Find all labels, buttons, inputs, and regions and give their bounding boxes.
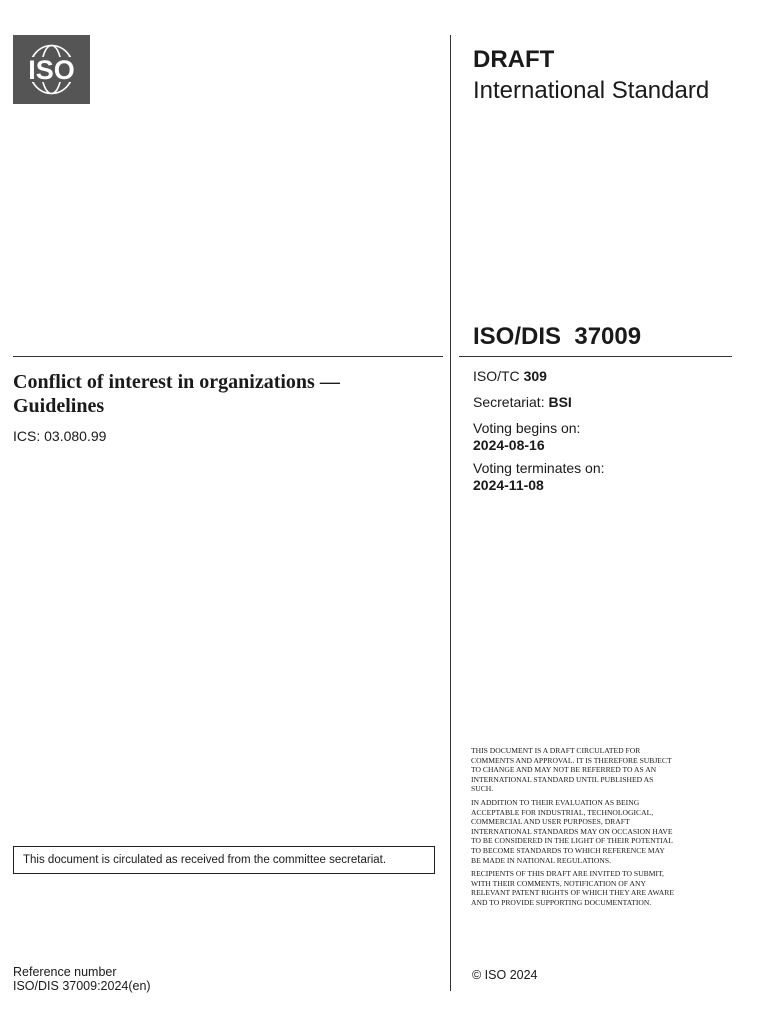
horizontal-divider-right [459, 356, 732, 357]
reference-number: ISO/DIS 37009:2024(en) [13, 979, 151, 993]
committee-label: ISO/TC [473, 368, 520, 384]
disclaimer-paragraph: IN ADDITION TO THEIR EVALUATION AS BEING ACCEPTABLE FOR INDUSTRIAL, TECHNOLOGICAL, COMMERCIAL AND USER PURPOSES, DRAFT INTERNATIONAL STANDARDS MAY ON OCCASION HAVE TO BE CONSIDERED IN THE LIGHT OF THEIR POTENTIAL TO BECOME STANDARDS TO WHICH REFERENCE MAY BE MADE IN NATIONAL REGULATIONS. [471, 797, 673, 865]
ics-code: ICS: 03.080.99 [13, 428, 107, 444]
voting-begins-date: 2024-08-16 [473, 437, 545, 453]
copyright-notice: © ISO 2024 [472, 968, 538, 982]
committee-value: 309 [523, 368, 547, 384]
voting-terminates-date: 2024-11-08 [473, 477, 544, 493]
disclaimer-paragraph: THIS DOCUMENT IS A DRAFT CIRCULATED FOR COMMENTS AND APPROVAL. IT IS THEREFORE SUBJECT TO CHANGE AND MAY NOT BE REFERRED TO AS AN INTERNATIONAL STANDARD UNTIL PUBLISHED AS SUCH. [471, 746, 672, 794]
voting-begins [473, 420, 580, 454]
document-number: ISO/DIS 37009 [473, 323, 642, 350]
technical-committee [473, 368, 547, 385]
document-title: Conflict of interest in organizations — Guidelines [13, 371, 340, 417]
secretariat-value: BSI [548, 394, 572, 410]
globe-logo-icon [13, 35, 90, 104]
iso-logo [13, 35, 90, 104]
vertical-divider [450, 35, 451, 991]
svg-text:ISO: ISO [28, 55, 75, 85]
secretariat [473, 394, 572, 411]
reference-label: Reference number [13, 965, 117, 979]
voting-terminates-label: Voting terminates on: [473, 460, 605, 476]
voting-begins-label: Voting begins on: [473, 420, 581, 436]
secretariat-label: Secretariat: [473, 394, 545, 410]
draft-disclaimer [471, 746, 676, 912]
horizontal-divider-left [13, 356, 443, 357]
voting-terminates [473, 460, 605, 494]
disclaimer-paragraph: RECIPIENTS OF THIS DRAFT ARE INVITED TO SUBMIT, WITH THEIR COMMENTS, NOTIFICATION OF ANY RELEVANT PATENT RIGHTS OF WHICH THEY ARE AWARE AND TO PROVIDE SUPPORTING DOCUMENTATION. [471, 869, 674, 907]
circulated-notice: This document is circulated as received from the committee secretariat. [13, 846, 435, 874]
document-status: DRAFT [473, 46, 555, 73]
document-type: International Standard [473, 77, 710, 104]
